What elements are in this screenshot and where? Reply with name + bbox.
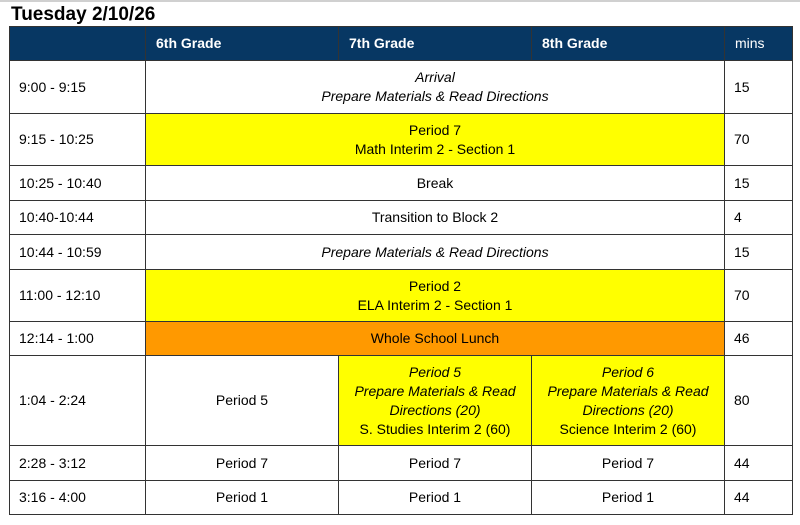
mins-cell: 15: [725, 235, 793, 270]
table-row: [10, 322, 793, 356]
mins-cell: 4: [725, 201, 793, 235]
mins-cell: 70: [725, 114, 793, 166]
activity-cell: [146, 270, 725, 322]
grade6-cell: Period 7: [146, 446, 339, 481]
time-cell: 10:25 - 10:40: [10, 166, 146, 201]
header-time: [10, 27, 146, 61]
header-row: [10, 27, 793, 61]
time-cell: 1:04 - 2:24: [10, 356, 146, 446]
grade6-cell: Period 1: [146, 481, 339, 515]
activity-cell: [146, 114, 725, 166]
time-cell: 10:44 - 10:59: [10, 235, 146, 270]
mins-cell: 15: [725, 166, 793, 201]
activity-line: Directions (20): [389, 401, 481, 418]
mins-cell: 44: [725, 446, 793, 481]
activity-line: Science Interim 2 (60): [559, 420, 697, 437]
activity-line: Prepare Materials & Read: [547, 382, 709, 399]
time-cell: 9:15 - 10:25: [10, 114, 146, 166]
activity-cell: Prepare Materials & Read Directions: [146, 235, 725, 270]
mins-cell: 44: [725, 481, 793, 515]
table-row: [10, 270, 793, 322]
activity-line: Prepare Materials & Read Directions: [321, 88, 549, 104]
table-row: [10, 481, 793, 515]
activity-line: Period 7: [408, 121, 462, 138]
time-cell: 10:40-10:44: [10, 201, 146, 235]
mins-cell: 80: [725, 356, 793, 446]
activity-line: ELA Interim 2 - Section 1: [357, 296, 513, 313]
activity-line: Prepare Materials & Read: [354, 382, 516, 399]
time-cell: 9:00 - 9:15: [10, 61, 146, 114]
header-8th-grade: 8th Grade: [532, 27, 725, 61]
grade8-cell: [532, 356, 725, 446]
lunch-cell: Whole School Lunch: [146, 322, 725, 356]
table-row: [10, 356, 793, 446]
activity-line: Directions (20): [582, 401, 674, 418]
header-mins: mins: [725, 27, 793, 61]
grade8-cell: Period 7: [532, 446, 725, 481]
activity-line: Period 5: [408, 363, 462, 380]
table-row: [10, 114, 793, 166]
activity-cell: [146, 61, 725, 114]
time-cell: 2:28 - 3:12: [10, 446, 146, 481]
table-row: [10, 201, 793, 235]
header-7th-grade: 7th Grade: [339, 27, 532, 61]
activity-line: Math Interim 2 - Section 1: [354, 140, 516, 157]
table-row: [10, 235, 793, 270]
activity-line: Period 2: [408, 277, 462, 294]
schedule-table: [9, 26, 793, 515]
mins-cell: 46: [725, 322, 793, 356]
grade7-cell: [339, 356, 532, 446]
time-cell: 3:16 - 4:00: [10, 481, 146, 515]
page-title: Tuesday 2/10/26: [11, 4, 156, 25]
top-divider: [0, 0, 800, 2]
table-row: [10, 61, 793, 114]
mins-cell: 70: [725, 270, 793, 322]
grade7-cell: Period 1: [339, 481, 532, 515]
table-row: [10, 166, 793, 201]
activity-cell: Break: [146, 166, 725, 201]
table-row: [10, 446, 793, 481]
header-6th-grade: 6th Grade: [146, 27, 339, 61]
activity-line: Arrival: [415, 69, 455, 85]
time-cell: 11:00 - 12:10: [10, 270, 146, 322]
grade7-cell: Period 7: [339, 446, 532, 481]
activity-line: S. Studies Interim 2 (60): [359, 420, 511, 437]
time-cell: 12:14 - 1:00: [10, 322, 146, 356]
activity-cell: Transition to Block 2: [146, 201, 725, 235]
grade8-cell: Period 1: [532, 481, 725, 515]
activity-line: Period 6: [601, 363, 655, 380]
grade6-cell: Period 5: [146, 356, 339, 446]
mins-cell: 15: [725, 61, 793, 114]
